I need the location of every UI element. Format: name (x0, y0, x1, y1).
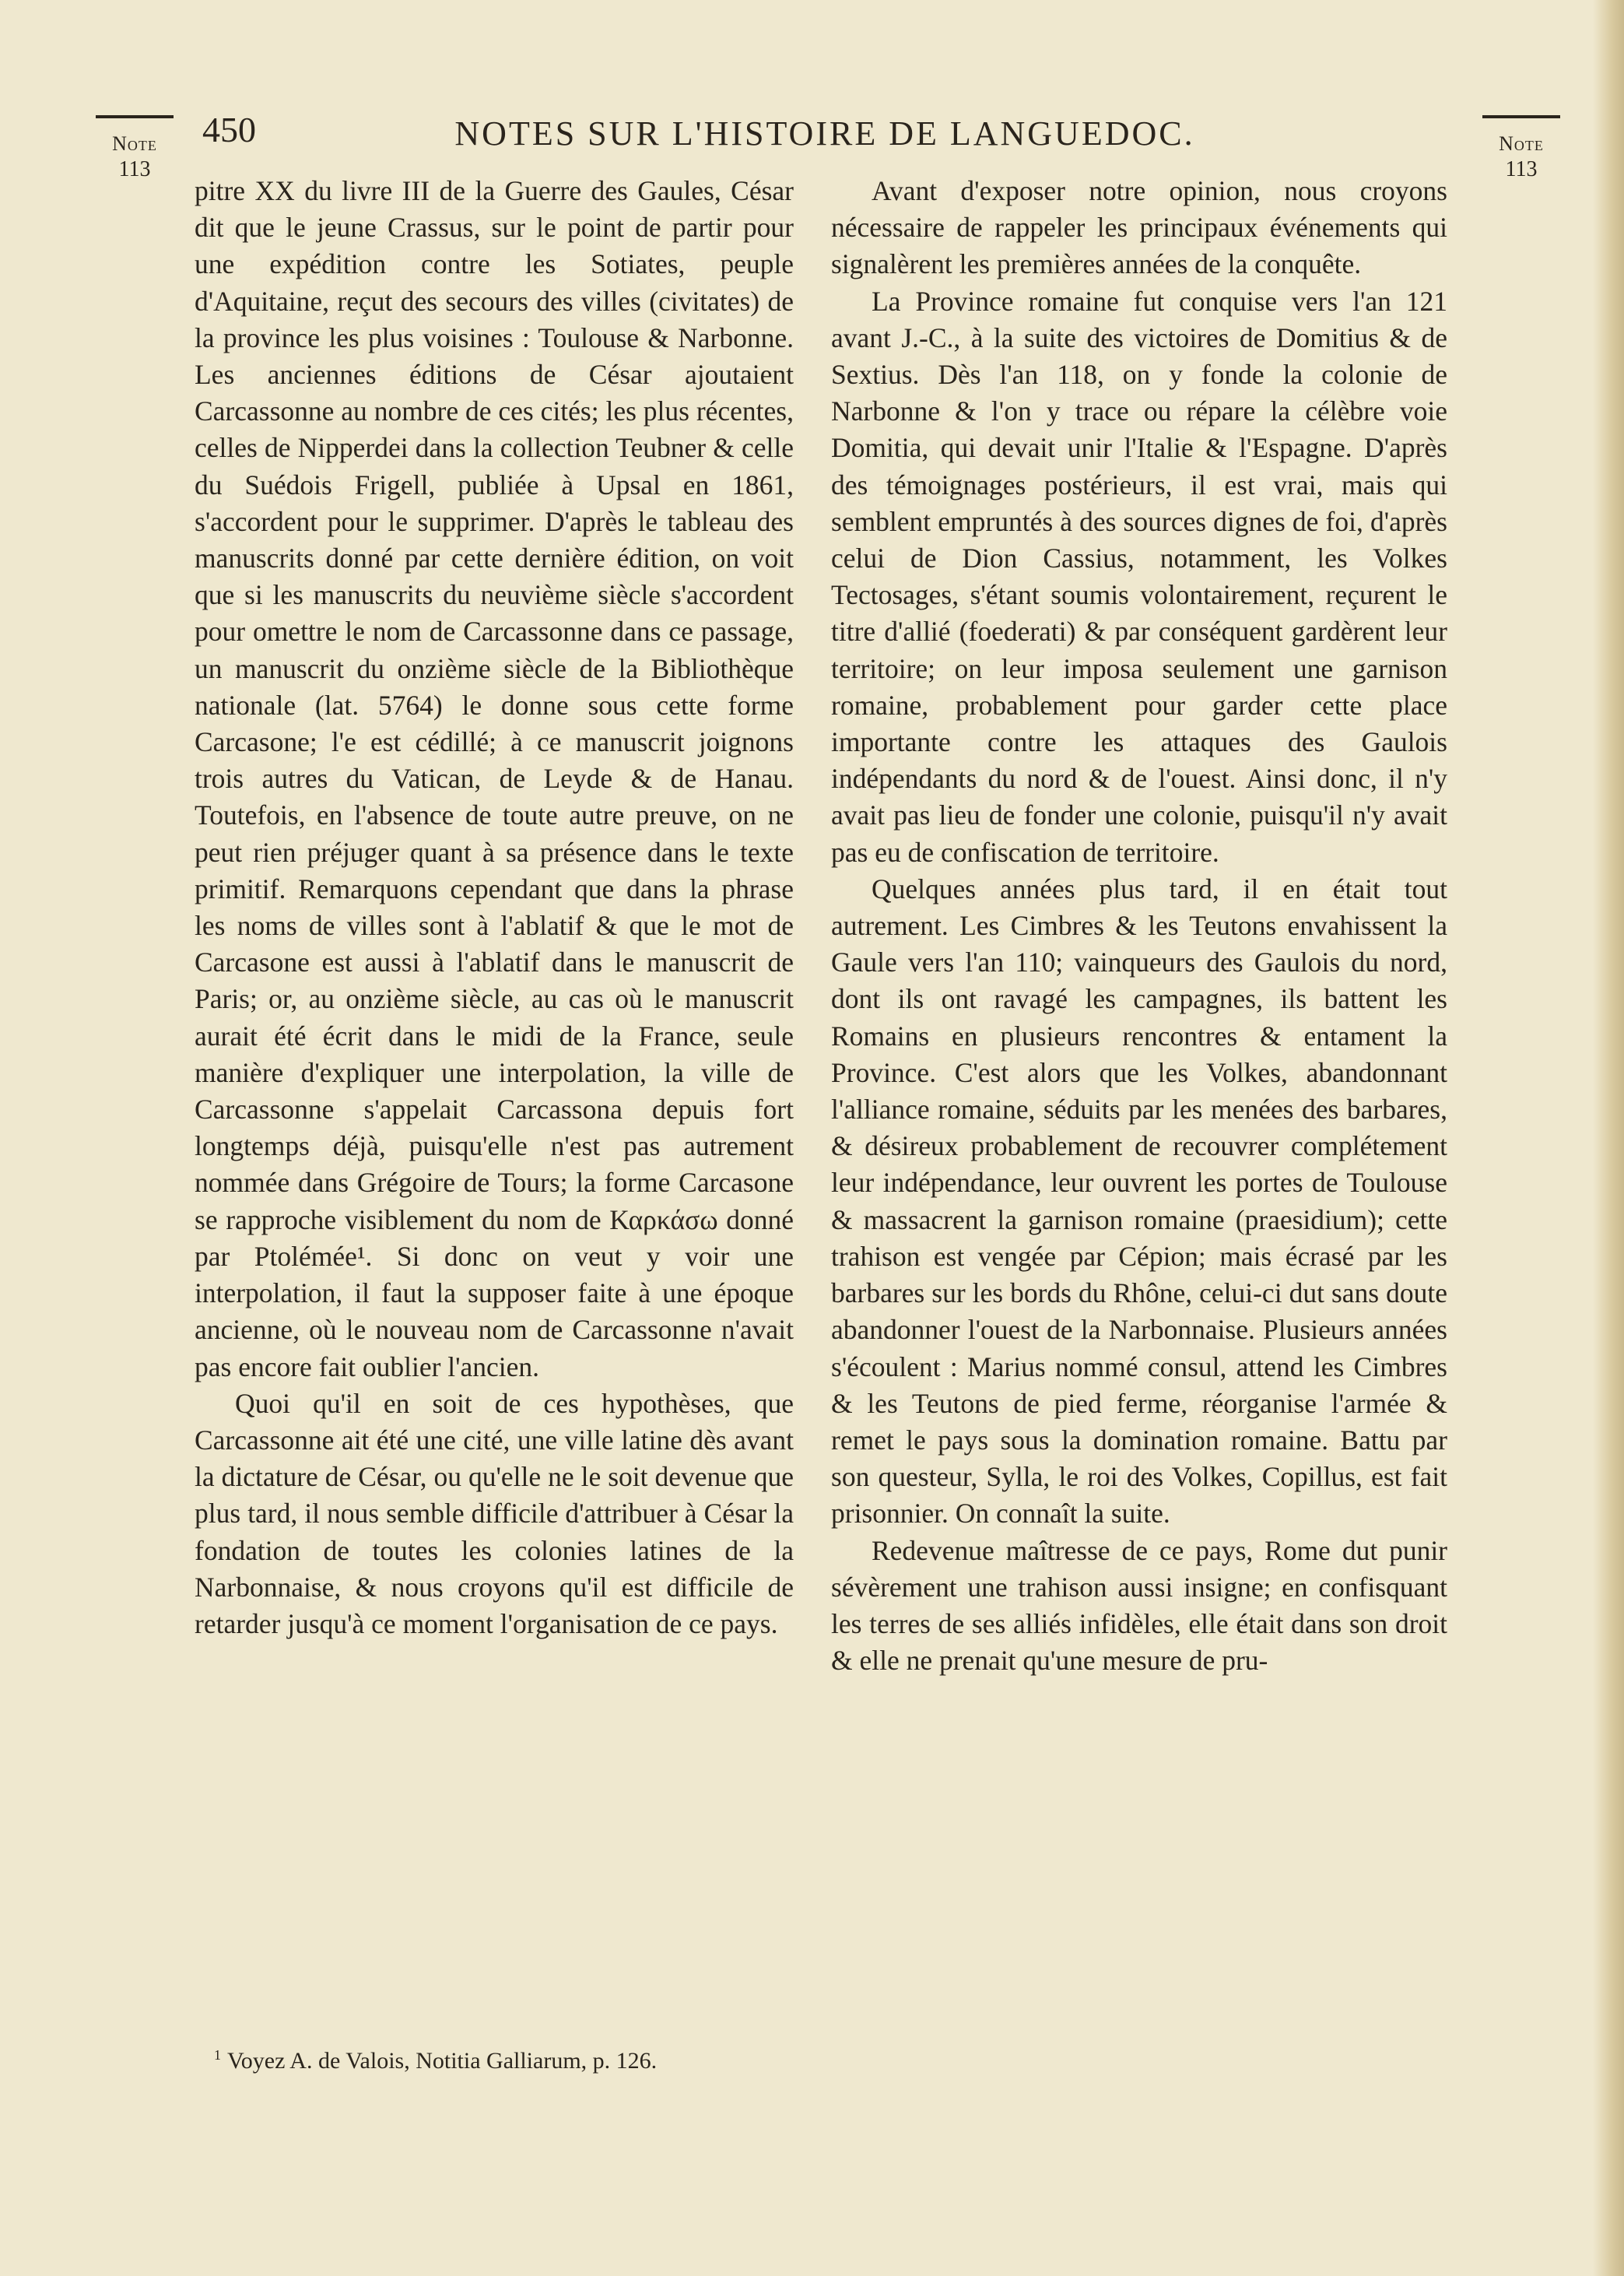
page-number: 450 (202, 110, 256, 149)
margin-note-left (92, 115, 177, 182)
running-title: NOTES SUR L'HISTOIRE DE LANGUEDOC. (454, 114, 1195, 153)
margin-note-label: Note (1499, 132, 1544, 155)
margin-note-number: 113 (1505, 157, 1538, 181)
footnote-mark: 1 (214, 2047, 221, 2063)
paragraph: Quoi qu'il en soit de ces hypothèses, que Carcassonne ait été une cité, une ville latine dès avant la dictature de César, ou qu'elle ne le soit devenue que plus tard, il nous semble difficile d'attribuer à César la fondation de toutes les colonies latines de la Narbonnaise, & nous croyons qu'il est difficile de retarder jusqu'à ce moment l'organisation de ce pays. (195, 1387, 794, 1639)
footnote (214, 2047, 805, 2074)
margin-note-right (1478, 115, 1564, 182)
right-column (831, 173, 1447, 1679)
margin-note-label: Note (112, 132, 157, 155)
page-edge (1593, 0, 1624, 2276)
paragraph: Quelques années plus tard, il en était tout autrement. Les Cimbres & les Teutons envahissent la Gaule vers l'an 110; vainqueurs des Gaulois du nord, dont ils ont ravagé les campagnes, ils battent les Romains en plusieurs rencontres & entament la Province. C'est alors que les Volkes, abandonnant l'alliance romaine, séduits par les menées des barbares, & désireux probablement de recouvrer complétement leur indépendance, leur ouvrent les portes de Toulouse & massacrent la garnison romaine (praesidium); cette trahison est vengée par Cépion; mais écrasé par les barbares sur les bords du Rhône, celui-ci dut sans doute abandonner l'ouest de la Narbonnaise. Plusieurs années s'écoulent : Marius nommé consul, attend les Cimbres & les Teutons de pied ferme, réorganise l'armée & remet le pays sous la domination romaine. Battu par son questeur, Sylla, le roi des Volkes, Copillus, est fait prisonnier. On connaît la suite. (831, 873, 1447, 1530)
paragraph: pitre XX du livre III de la Guerre des Gaules, César dit que le jeune Crassus, sur le point de partir pour une expédition contre les Sotiates, peuple d'Aquitaine, reçut des secours des villes (civitates) de la province les plus voisines : Toulouse & Narbonne. Les anciennes éditions de César ajoutaient Carcassonne au nombre de ces cités; les plus récentes, celles de Nipperdei dans la collection Teubner & celle du Suédois Frigell, publiée à Upsal en 1861, s'accordent pour le supprimer. D'après le tableau des manuscrits donné par cette dernière édition, on voit que si les manuscrits du neuvième siècle s'accordent pour omettre le nom de Carcassonne dans ce passage, un manuscrit du onzième siècle de la Bibliothèque nationale (lat. 5764) le donne sous cette forme Carcasone; l'e est cédillé; à ce manuscrit joignons trois autres du Vatican, de Leyde & de Hanau. Toutefois, en l'absence de toute autre preuve, on ne peut rien préjuger quant à sa présence dans le texte primitif. Remarquons cependant que dans la phrase les noms de villes sont à l'ablatif & que le mot de Carcasone est aussi à l'ablatif dans le manuscrit de Paris; or, au onzième siècle, au cas où le manuscrit aurait été écrit dans le midi de la France, seule manière d'expliquer une interpolation, la ville de Carcassonne s'appelait Carcassona depuis fort longtemps déjà, puisqu'elle n'est pas autrement nommée dans Grégoire de Tours; la forme Carcasone se rapproche visiblement du nom de Καρκάσω donné par Ptolémée¹. Si donc on veut y voir une interpolation, il faut la supposer faite à une époque ancienne, où le nouveau nom de Carcassonne n'avait pas encore fait oublier l'ancien. (195, 175, 794, 1382)
page-header (195, 109, 1455, 171)
paragraph: Redevenue maîtresse de ce pays, Rome dut punir sévèrement une trahison aussi insigne; en confisquant les terres de ses alliés infidèles, elle était dans son droit & elle ne prenait qu'une mesure de pru- (831, 1534, 1447, 1677)
margin-note-number: 113 (118, 157, 151, 181)
margin-rule (1482, 115, 1560, 118)
left-column (195, 173, 794, 1642)
margin-rule (96, 115, 174, 118)
footnote-text: Voyez A. de Valois, Notitia Galliarum, p. 126. (227, 2048, 658, 2074)
paragraph: La Province romaine fut conquise vers l'an 121 avant J.-C., à la suite des victoires de Domitius & de Sextius. Dès l'an 118, on y fonde la colonie de Narbonne & l'on y trace ou répare la célèbre voie Domitia, qui devait unir l'Italie & l'Espagne. D'après des témoignages postérieurs, il est vrai, mais qui semblent empruntés à des sources dignes de foi, d'après celui de Dion Cassius, notamment, les Volkes Tectosages, s'étant soumis volontairement, reçurent le titre d'allié (foederati) & par conséquent gardèrent leur territoire; on leur imposa seulement une garnison romaine, probablement pour garder cette place importante contre les attaques des Gaulois indépendants du nord & de l'ouest. Ainsi donc, il n'y avait pas lieu de fonder une colonie, puisqu'il n'y avait pas eu de confiscation de territoire. (831, 285, 1447, 868)
paragraph: Avant d'exposer notre opinion, nous croyons nécessaire de rappeler les principaux événements qui signalèrent les premières années de la conquête. (831, 175, 1447, 280)
